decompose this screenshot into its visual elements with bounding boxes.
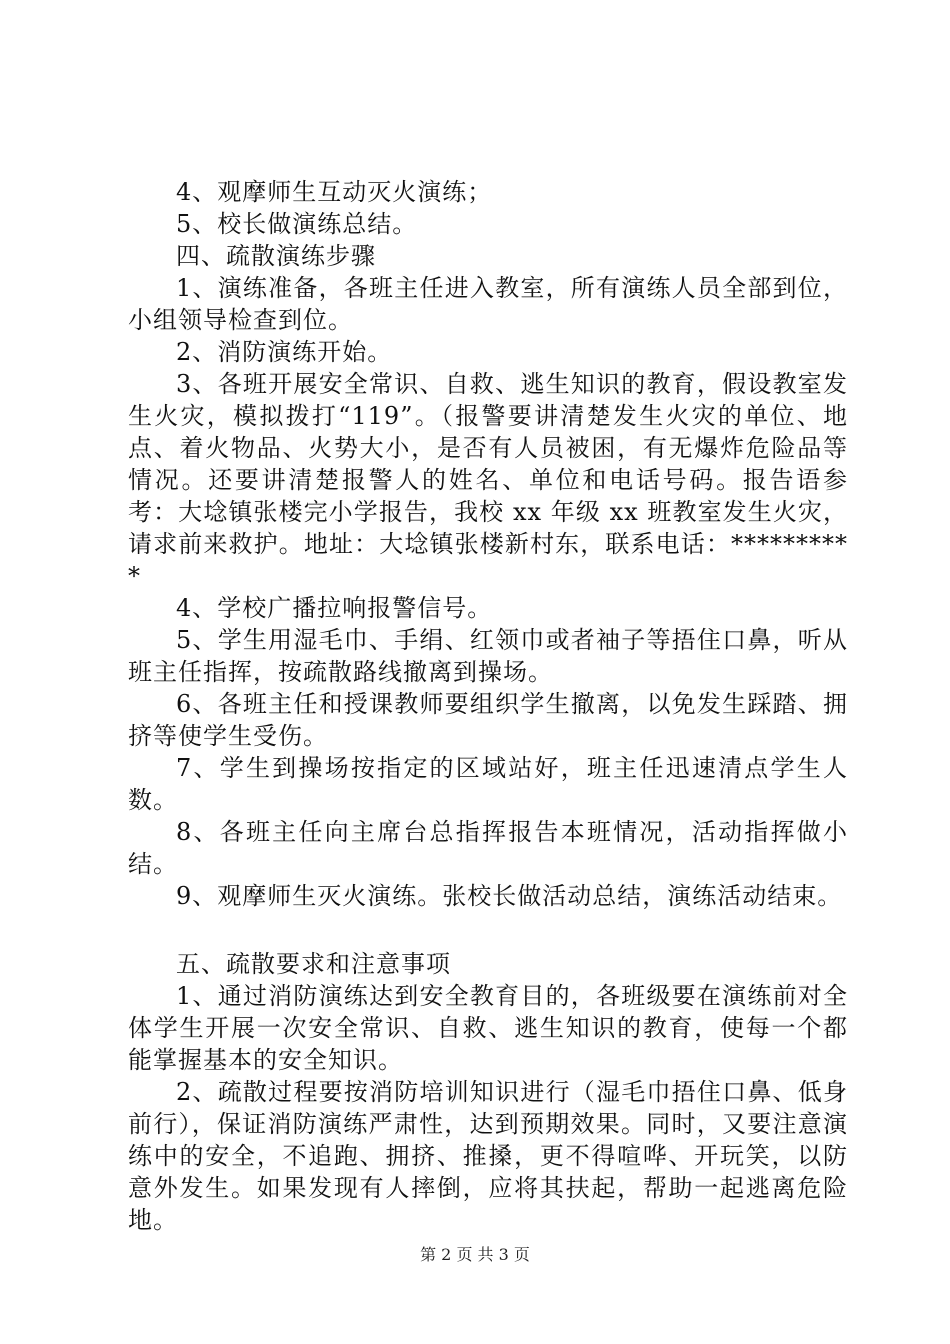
paragraph: 8、各班主任向主席台总指挥报告本班情况，活动指挥做小结。 <box>128 818 848 878</box>
page-footer: 第 2 页 共 3 页 <box>420 1245 530 1264</box>
paragraph: 4、学校广播拉响报警信号。 <box>176 594 493 622</box>
paragraph: 2、消防演练开始。 <box>176 338 393 366</box>
section-heading: 五、疏散要求和注意事项 <box>176 950 451 978</box>
paragraph: 1、通过消防演练达到安全教育目的，各班级要在演练前对全体学生开展一次安全常识、自救、逃生知识的教育，使每一个都能掌握基本的安全知识。 <box>128 982 848 1074</box>
paragraph: 9、观摩师生灭火演练。张校长做活动总结，演练活动结束。 <box>176 882 843 910</box>
paragraph-spacer <box>128 912 848 948</box>
paragraph: 5、校长做演练总结。 <box>176 210 418 238</box>
paragraph: 4、观摩师生互动灭火演练； <box>176 178 493 206</box>
paragraph: 3、各班开展安全常识、自救、逃生知识的教育，假设教室发生火灾，模拟拨打“119”。（报警要讲清楚发生火灾的单位、地点、着火物品、火势大小，是否有人员被困，有无爆炸危险品等情况。还要讲清楚报警人的姓名、单位和电话号码。报告语参考：大埝镇张楼完小学报告，我校 xx 年级 xx 班教室发生火灾，请求前来救护。地址：大埝镇张楼新村东，联系电话：********** <box>128 370 848 590</box>
paragraph: 7、学生到操场按指定的区域站好，班主任迅速清点学生人数。 <box>128 754 848 814</box>
paragraph: 2、疏散过程要按消防培训知识进行（湿毛巾捂住口鼻、低身前行），保证消防演练严肃性，达到预期效果。同时，又要注意演练中的安全，不追跑、拥挤、推搡，更不得喧哗、开玩笑，以防意外发生。如果发现有人摔倒，应将其扶起，帮助一起逃离危险地。 <box>128 1078 848 1234</box>
document-body <box>128 176 848 1236</box>
paragraph: 6、各班主任和授课教师要组织学生撤离，以免发生踩踏、拥挤等使学生受伤。 <box>128 690 848 750</box>
paragraph: 5、学生用湿毛巾、手绢、红领巾或者袖子等捂住口鼻，听从班主任指挥，按疏散路线撤离到操场。 <box>128 626 848 686</box>
section-heading: 四、疏散演练步骤 <box>176 242 376 270</box>
paragraph: 1、演练准备，各班主任进入教室，所有演练人员全部到位，小组领导检查到位。 <box>128 274 848 334</box>
